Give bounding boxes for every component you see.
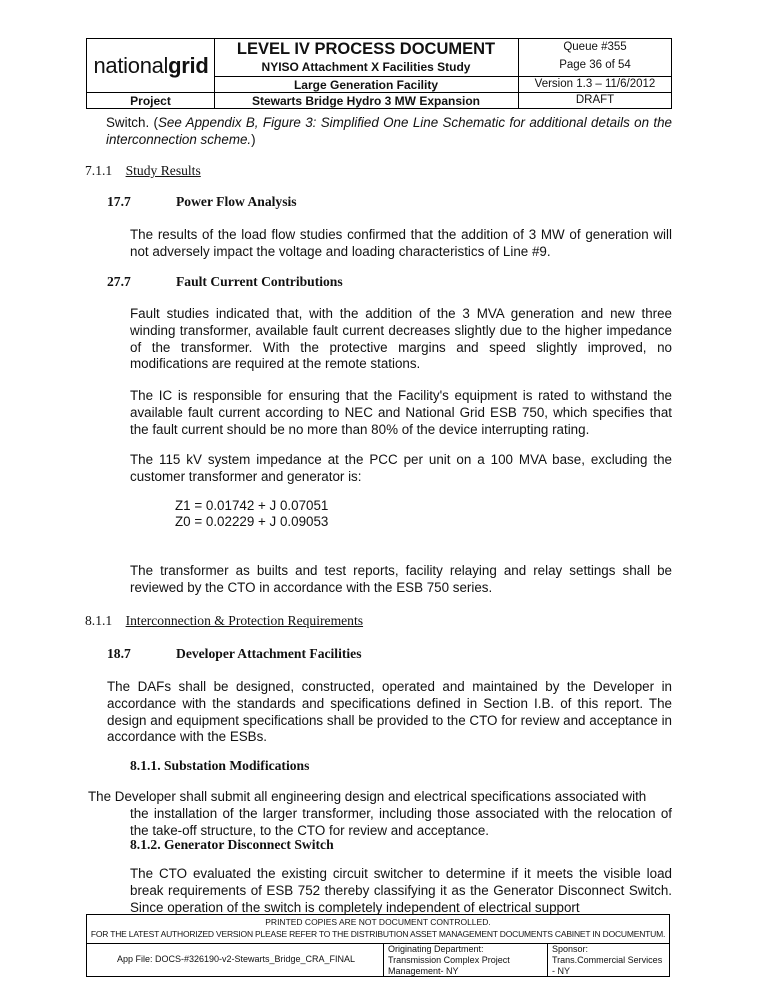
document-header-table [86,38,672,109]
dept-value: Transmission Complex Project Management- NY [388,955,510,976]
section-number: 7.1.1 [85,163,113,178]
system-impedance-paragraph: The 115 kV system impedance at the PCC per unit on a 100 MVA base, excluding the customer transformer and generator is: [130,452,672,484]
generator-disconnect-paragraph: The CTO evaluated the existing circuit switcher to determine if it meets the visible load break requirements of ESB 752 thereby classifying it as the Generator Disconnect Switch. Since operation of the switch is completely independent of electrical support [130,866,672,915]
page-title: LEVEL IV PROCESS DOCUMENT [236,40,496,58]
z0-impedance: Z0 = 0.02229 + J 0.09053 [175,514,329,529]
sponsor-label: Sponsor: [552,944,589,954]
logo-national: national [93,53,169,78]
dept-label: Originating Department: [388,944,484,954]
section-8-1-1-heading [85,613,363,629]
project-name: Stewarts Bridge Hydro 3 MW Expansion [251,94,481,108]
logo-grid: grid [168,53,209,78]
section-title: Study Results [125,163,201,178]
printed-copies-notice: PRINTED COPIES ARE NOT DOCUMENT CONTROLLED. [265,917,491,927]
footer-divider [383,943,384,976]
fault-studies-paragraph: Fault studies indicated that, with the addition of the 3 MVA generation and new three winding transformer, available fault current decreases slightly due to the higher impedance of the transformer. With the protective margins and speed slightly improved, no modifications are required at the remote stations. [130,306,672,372]
section-17-7-heading [107,194,297,210]
section-number: 17.7 [107,194,131,209]
sponsor-value: Trans.Commercial Services - NY [552,955,663,976]
document-footer-table [86,914,670,977]
section-title: Interconnection & Protection Requirements [125,613,364,628]
section-7-1-1-heading [85,163,201,179]
substation-paragraph-first-line: The Developer shall submit all engineering design and electrical specifications associated with [88,789,647,804]
section-title: Developer Attachment Facilities [176,646,362,661]
queue-number: Queue #355 [563,41,627,53]
section-number: 8.1.1 [85,613,113,628]
section-number: 27.7 [107,274,131,289]
ic-responsibility-paragraph: The IC is responsible for ensuring that the Facility's equipment is rated to withstand the available fault current according to NEC and National Grid ESB 750, which specifies that the fault current should be no more than 80% of the device interrupting rating. [130,388,672,437]
daf-paragraph: The DAFs shall be designed, constructed, operated and maintained by the Developer in accordance with the standards and specifications defined in Section I.B. of this report. The design and equipment specifications shall be provided to the CTO for review and acceptance in accordance with the ESBs. [107,679,672,745]
intro-reference: See Appendix B, Figure 3: Simplified One Line Schematic for additional details on the interconnection scheme. [106,115,672,147]
status-badge: DRAFT [575,94,615,106]
version-label: Version 1.3 – 11/6/2012 [534,78,656,90]
originating-department [388,944,544,977]
substation-paragraph-rest: the installation of the larger transformer, including those associated with the relocation of the take-off structure, to the CTO for review and acceptance. [130,806,672,838]
latest-version-notice: FOR THE LATEST AUTHORIZED VERSION PLEASE REFER TO THE DISTRIBUTION ASSET MANAGEMENT DOCUMENTS CABINET IN DOCUMENTUM. [90,929,666,939]
section-27-7-heading [107,274,343,290]
z1-impedance: Z1 = 0.01742 + J 0.07051 [175,498,329,513]
section-title: Power Flow Analysis [176,194,297,209]
substation-modifications-heading: 8.1.1. Substation Modifications [130,758,310,773]
intro-text: Switch. ( [106,115,158,130]
header-divider [214,39,215,108]
facility-label: Large Generation Facility [293,78,439,92]
power-flow-paragraph: The results of the load flow studies confirmed that the addition of 3 MW of generation will not adversely impact the voltage and loading characteristics of Line #9. [130,227,672,259]
header-divider [87,92,671,93]
national-grid-logo [91,53,211,79]
section-18-7-heading [107,646,362,662]
page-number: Page 36 of 54 [559,59,631,71]
footer-divider [547,943,548,976]
intro-close: ) [251,131,256,147]
intro-paragraph [106,115,672,149]
section-number: 18.7 [107,646,131,661]
generator-disconnect-heading: 8.1.2. Generator Disconnect Switch [130,837,334,852]
section-title: Fault Current Contributions [176,274,343,289]
transformer-review-paragraph: The transformer as builts and test reports, facility relaying and relay settings shall be reviewed by the CTO in accordance with the ESB 750 series. [130,563,672,595]
project-label: Project [130,94,171,108]
page-subtitle: NYISO Attachment X Facilities Study [261,60,471,74]
header-divider [214,76,671,77]
app-file-name: App File: DOCS-#326190-v2-Stewarts_Bridge_CRA_FINAL [116,954,356,964]
sponsor [552,944,664,977]
